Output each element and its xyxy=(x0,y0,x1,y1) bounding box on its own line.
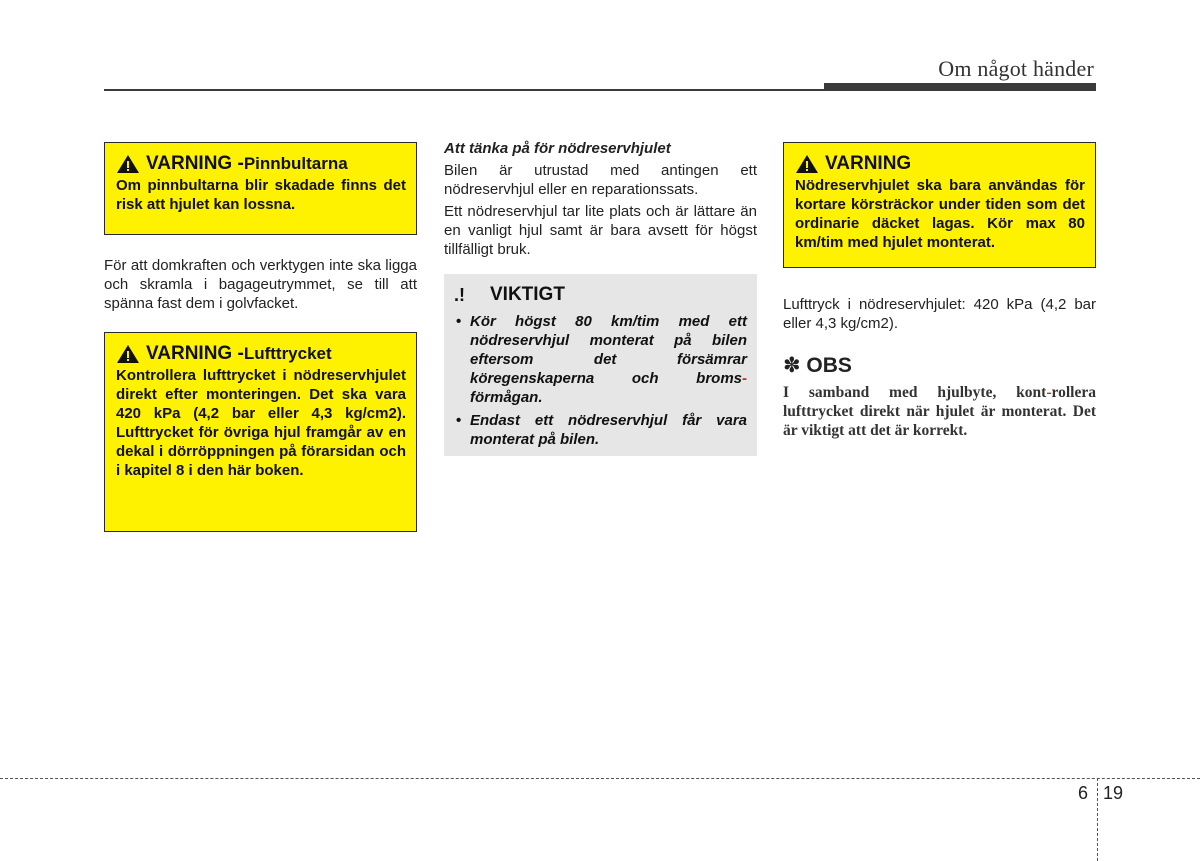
obs-heading: ✽ OBS xyxy=(783,354,852,377)
notice-list xyxy=(454,312,747,449)
body-paragraph: Lufttryck i nödreservhjulet: 420 kPa (4,2 bar eller 4,3 kg/cm2). xyxy=(783,296,1096,332)
list-item-text: Endast ett nödreservhjul får vara monterat på bilen. xyxy=(470,412,747,448)
warning-body: Nödreservhjulet ska bara användas för kortare körsträckor under tiden som det ordinarie däcket lagas. Kör max 80 km/tim med hjulet monterat. xyxy=(795,177,1085,251)
warning-body: Kontrollera lufttrycket i nödreservhjulet direkt efter monteringen. Det ska vara 420 kPa (4,2 bar eller 4,3 kg/cm2). Lufttrycket för övriga hjul framgår av en dekal i dörröppningen på förarsidan och i kapitel 8 i den här boken. xyxy=(116,367,406,479)
obs-text: I samband med hjulbyte, kont xyxy=(783,384,1047,401)
list-item-text-cont: förmågan. xyxy=(470,389,543,406)
obs-body xyxy=(783,383,1096,440)
bullet: • xyxy=(456,412,462,429)
list-item xyxy=(454,411,747,449)
hyphen: - xyxy=(1046,384,1052,401)
notice-heading xyxy=(454,284,747,306)
warning-heading xyxy=(795,153,1085,175)
body-paragraph: För att domkraften och verktygen inte ska ligga och skramla i bagageutrymmet, se till att spänna fast dem i golvfacket. xyxy=(104,257,417,312)
obs-text-cont: rollera lufttrycket direkt när hjulet är monterat. Det är viktigt att det är korrekt. xyxy=(783,384,1096,439)
warning-title: VARNING xyxy=(825,153,912,174)
warning-body: Om pinnbultarna blir skadade finns det risk att hjulet kan lossna. xyxy=(116,177,406,213)
warning-box-nodreservhjul xyxy=(783,142,1096,268)
footer-divider xyxy=(0,778,1200,779)
body-paragraph: Ett nödreservhjul tar lite plats och är lättare än en vanligt hjul samt är bara avsett för högst tillfälligt bruk. xyxy=(444,203,757,258)
warning-heading xyxy=(116,153,406,175)
notice-box-viktigt xyxy=(444,274,757,456)
notice-title: VIKTIGT xyxy=(490,284,565,305)
exclamation-icon: .! xyxy=(454,284,465,305)
warning-title: VARNING - xyxy=(146,343,244,364)
page-header-title: Om något händer xyxy=(938,56,1094,81)
list-item-text: Kör högst 80 km/tim med ett nödreservhjul monterat på bilen eftersom det försämrar köregenskaperna och broms xyxy=(470,313,747,387)
bullet: • xyxy=(456,313,462,330)
warning-subtitle: Lufttrycket xyxy=(243,344,332,363)
warning-triangle-icon xyxy=(116,154,140,174)
page-number: 19 xyxy=(1103,783,1124,803)
header-rule-accent xyxy=(824,83,1096,90)
warning-box-pinnbultarna xyxy=(104,142,417,235)
hyphen: - xyxy=(742,370,747,387)
list-item xyxy=(454,312,747,407)
warning-triangle-icon xyxy=(795,154,819,174)
warning-heading xyxy=(116,343,406,365)
warning-box-lufttrycket xyxy=(104,332,417,532)
chapter-number: 6 xyxy=(1078,783,1089,803)
warning-title: VARNING - xyxy=(146,153,244,174)
warning-triangle-icon xyxy=(116,344,140,364)
footer-vertical-divider xyxy=(1097,778,1098,861)
section-subheading: Att tänka på för nödreservhjulet xyxy=(444,140,671,157)
body-paragraph: Bilen är utrustad med antingen ett nödreservhjul eller en reparationssats. xyxy=(444,162,757,198)
warning-subtitle: Pinnbultarna xyxy=(243,154,348,173)
